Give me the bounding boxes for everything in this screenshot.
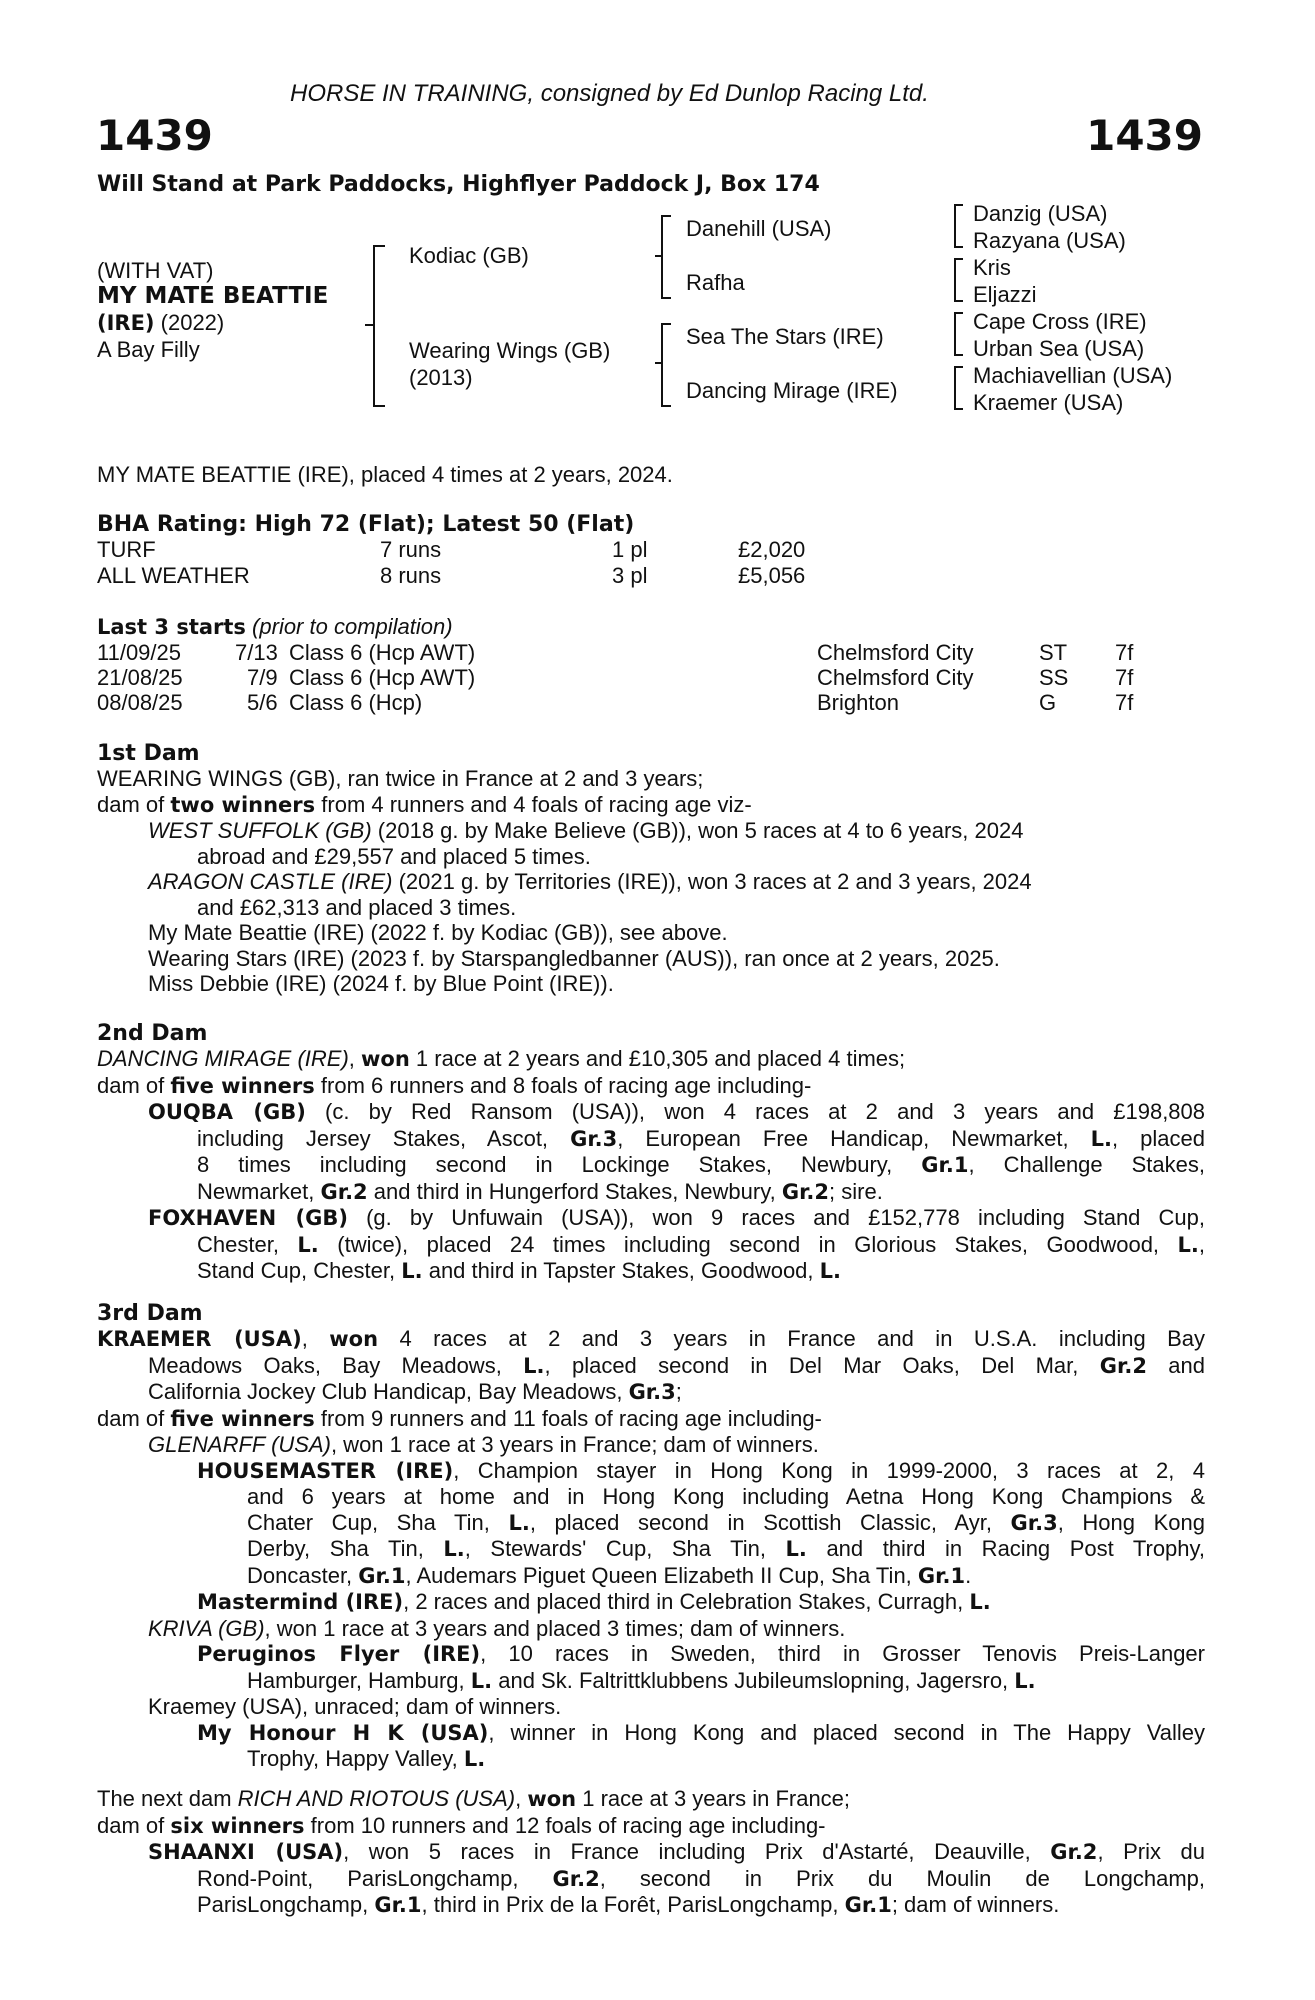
main-brace-point (365, 324, 373, 326)
start-distance: 7f (1115, 640, 1134, 665)
main-brace-top (373, 245, 385, 247)
start-class: Class 6 (Hcp) (289, 690, 423, 715)
offspring-entry: WEST SUFFOLK (GB) (2018 g. by Make Believe (GB)), won 5 races at 4 to 6 years, 2024 (148, 818, 1024, 843)
dam-year: (2013) (409, 365, 473, 390)
rating-surface: TURF (97, 537, 156, 562)
sire-sire: Danehill (USA) (686, 216, 832, 241)
gen3-sds: Kris (973, 255, 1011, 280)
gen3-ssd: Razyana (USA) (973, 228, 1126, 253)
start-position: 7/9 (247, 665, 278, 690)
start-position: 5/6 (247, 690, 278, 715)
third-dam-title: 3rd Dam (97, 1301, 203, 1326)
last-starts-title (97, 614, 453, 640)
start-going: ST (1039, 640, 1068, 665)
gen3-brace-4 (954, 366, 963, 410)
grand-offspring-cont: Hamburger, Hamburg, L. and Sk. Faltrittklubbens Jubileumslopning, Jagersro, L. (247, 1667, 1036, 1693)
start-distance: 7f (1115, 665, 1134, 690)
start-date: 21/08/25 (97, 665, 183, 690)
offspring-entry: Wearing Stars (IRE) (2023 f. by Starspangledbanner (AUS)), ran once at 2 years, 2025. (148, 945, 1000, 971)
gen3-brace-3 (954, 312, 963, 356)
gen3-sss: Danzig (USA) (973, 201, 1108, 226)
grand-offspring-cont: Trophy, Happy Valley, L. (247, 1746, 486, 1771)
grand-offspring-cont: Doncaster, Gr.1, Audemars Piguet Queen Elizabeth II Cup, Sha Tin, Gr.1. (247, 1562, 972, 1588)
start-going: G (1039, 690, 1057, 715)
offspring-entry-cont: ParisLongchamp, Gr.1, third in Prix de la Forêt, ParisLongchamp, Gr.1; dam of winners. (197, 1892, 1060, 1917)
gen3-ddd: Kraemer (USA) (973, 390, 1124, 415)
grand-offspring-entry: Peruginos Flyer (IRE), 10 races in Sweden, third in Grosser Tenovis Preis-Langer (197, 1641, 1205, 1666)
offspring-entry: GLENARFF (USA), won 1 race at 3 years in France; dam of winners. (148, 1432, 819, 1457)
rating-placed: 3 pl (612, 563, 648, 588)
horse-suffix-year (97, 310, 224, 336)
start-date: 11/09/25 (97, 640, 182, 665)
offspring-entry-cont: including Jersey Stakes, Ascot, Gr.3, European Free Handicap, Newmarket, L., placed (197, 1125, 1205, 1151)
grand-offspring-entry: HOUSEMASTER (IRE), Champion stayer in Hong Kong in 1999-2000, 3 races at 2, 4 (197, 1457, 1205, 1483)
offspring-name: WEST SUFFOLK (GB) (148, 818, 372, 843)
horse-suffix: (IRE) (97, 311, 155, 335)
offspring-entry: My Mate Beattie (IRE) (2022 f. by Kodiac (GB)), see above. (148, 920, 728, 945)
offspring-entry: OUQBA (GB) (c. by Red Ransom (USA)), won 4 races at 2 and 3 years and £198,808 (148, 1099, 1206, 1124)
start-course: Chelmsford City (817, 640, 974, 665)
start-class: Class 6 (Hcp AWT) (289, 665, 476, 690)
gen3-brace-1 (954, 204, 963, 248)
start-course: Chelmsford City (817, 665, 974, 690)
main-brace (373, 245, 387, 405)
rating-placed: 1 pl (612, 537, 648, 562)
sire-dam: Rafha (686, 270, 745, 295)
grand-offspring-entry: Mastermind (IRE), 2 races and placed third in Celebration Stakes, Curragh, L. (197, 1589, 991, 1614)
offspring-entry: Kraemey (USA), unraced; dam of winners. (148, 1694, 562, 1719)
second-dam-produce: dam of five winners from 6 runners and 8 foals of racing age including- (97, 1072, 812, 1098)
next-dam-line: The next dam RICH AND RIOTOUS (USA), won 1 race at 3 years in France; (97, 1786, 851, 1811)
sire: Kodiac (GB) (409, 243, 529, 268)
third-dam-produce: dam of five winners from 9 runners and 11 foals of racing age including- (97, 1405, 822, 1431)
grand-offspring-cont: Chater Cup, Sha Tin, L., placed second in Scottish Classic, Ayr, Gr.3, Hong Kong (247, 1509, 1205, 1535)
third-dam-line-cont: Meadows Oaks, Bay Meadows, L., placed second in Del Mar Oaks, Del Mar, Gr.2 and (148, 1352, 1205, 1378)
offspring-entry: FOXHAVEN (GB) (g. by Unfuwain (USA)), won 9 races and £152,778 including Stand Cup, (148, 1205, 1206, 1230)
start-position: 7/13 (235, 640, 278, 665)
third-dam-section (97, 1301, 1205, 1773)
grand-offspring-cont: and 6 years at home and in Hong Kong including Aetna Hong Kong Champions & (247, 1484, 1205, 1509)
bha-rating: BHA Rating: High 72 (Flat); Latest 50 (Flat) (97, 512, 635, 537)
rating-prize: £2,020 (738, 537, 806, 562)
gen3-dsd: Urban Sea (USA) (973, 336, 1145, 361)
race-summary: MY MATE BEATTIE (IRE), placed 4 times at 2 years, 2024. (97, 462, 673, 487)
offspring-entry-cont: abroad and £29,557 and placed 5 times. (197, 843, 591, 869)
offspring-entry: ARAGON CASTLE (IRE) (2021 g. by Territories (IRE)), won 3 races at 2 and 3 years, 2024 (148, 869, 1032, 894)
offspring-entry-cont: Stand Cup, Chester, L. and third in Tapster Stakes, Goodwood, L. (197, 1258, 842, 1283)
offspring-entry-cont: 8 times including second in Lockinge Stakes, Newbury, Gr.1, Challenge Stakes, (197, 1152, 1206, 1177)
first-dam-title: 1st Dam (97, 741, 200, 766)
offspring-entry-cont: Chester, L. (twice), placed 24 times including second in Glorious Stakes, Goodwood, L., (197, 1231, 1206, 1257)
dam-dam: Dancing Mirage (IRE) (686, 378, 898, 403)
rating-runs: 8 runs (380, 563, 442, 588)
winners-count: two winners (170, 792, 316, 817)
offspring-name: ARAGON CASTLE (IRE) (148, 869, 393, 894)
start-distance: 7f (1115, 690, 1134, 715)
lot-number-left: 1439 (96, 111, 213, 160)
rating-surface: ALL WEATHER (97, 563, 250, 588)
last-starts-note: (prior to compilation) (245, 614, 453, 639)
first-dam-produce: dam of two winners from 4 runners and 4 foals of racing age viz- (97, 791, 752, 817)
second-dam-line: DANCING MIRAGE (IRE), won 1 race at 2 years and £10,305 and placed 4 times; (97, 1046, 906, 1071)
gen3-sdd: Eljazzi (973, 282, 1037, 307)
offspring-entry-cont: Newmarket, Gr.2 and third in Hungerford Stakes, Newbury, Gr.2; sire. (197, 1178, 883, 1204)
third-dam-line-cont: California Jockey Club Handicap, Bay Meadows, Gr.3; (148, 1379, 682, 1404)
vat-label: (WITH VAT) (97, 258, 214, 283)
offspring-entry: SHAANXI (USA), won 5 races in France including Prix d'Astarté, Deauville, Gr.2, Prix du (148, 1839, 1205, 1864)
grand-offspring-cont: Derby, Sha Tin, L., Stewards' Cup, Sha Tin, L. and third in Racing Post Trophy, (247, 1536, 1206, 1561)
third-dam-line: KRAEMER (USA), won 4 races at 2 and 3 years in France and in U.S.A. including Bay (97, 1326, 1206, 1351)
horse-description: A Bay Filly (97, 337, 200, 362)
offspring-entry-cont: and £62,313 and placed 3 times. (197, 894, 517, 920)
sire-brace-point (655, 255, 661, 257)
offspring-entry: KRIVA (GB), won 1 race at 3 years and placed 3 times; dam of winners. (148, 1615, 846, 1641)
first-dam-section (97, 741, 1205, 997)
gen3-dss: Cape Cross (IRE) (973, 309, 1147, 334)
dam: Wearing Wings (GB) (409, 338, 611, 363)
start-course: Brighton (817, 690, 899, 715)
dam-brace-point (655, 362, 661, 364)
next-dam-produce: dam of six winners from 10 runners and 12 foals of racing age including- (97, 1812, 826, 1838)
dam-brace (661, 323, 671, 407)
gen3-brace-2 (954, 258, 963, 302)
stand-location: Will Stand at Park Paddocks, Highflyer Paddock J, Box 174 (97, 172, 820, 197)
horse-year: (2022) (154, 310, 225, 335)
consignment-line: HORSE IN TRAINING, consigned by Ed Dunlop Racing Ltd. (290, 80, 929, 107)
start-class: Class 6 (Hcp AWT) (289, 640, 476, 665)
second-dam-title: 2nd Dam (97, 1021, 208, 1046)
last-starts-label: Last 3 starts (97, 615, 246, 639)
second-dam-section (97, 1021, 1205, 1285)
rating-runs: 7 runs (380, 537, 442, 562)
start-going: SS (1039, 665, 1069, 690)
lot-number-right: 1439 (1086, 111, 1203, 160)
gen3-dds: Machiavellian (USA) (973, 363, 1173, 388)
dam-sire: Sea The Stars (IRE) (686, 324, 884, 349)
grand-offspring-entry: My Honour H K (USA), winner in Hong Kong and placed second in The Happy Valley (197, 1719, 1205, 1745)
horse-name: MY MATE BEATTIE (97, 283, 329, 309)
sire-brace (661, 215, 671, 299)
main-brace-bottom (373, 405, 385, 407)
offspring-entry-cont: Rond-Point, ParisLongchamp, Gr.2, second in Prix du Moulin de Longchamp, (197, 1865, 1205, 1891)
start-date: 08/08/25 (97, 690, 183, 715)
rating-prize: £5,056 (738, 563, 806, 588)
first-dam-line: WEARING WINGS (GB), ran twice in France at 2 and 3 years; (97, 766, 704, 791)
next-dam-section (97, 1786, 1205, 1919)
offspring-entry: Miss Debbie (IRE) (2024 f. by Blue Point (IRE)). (148, 971, 614, 996)
